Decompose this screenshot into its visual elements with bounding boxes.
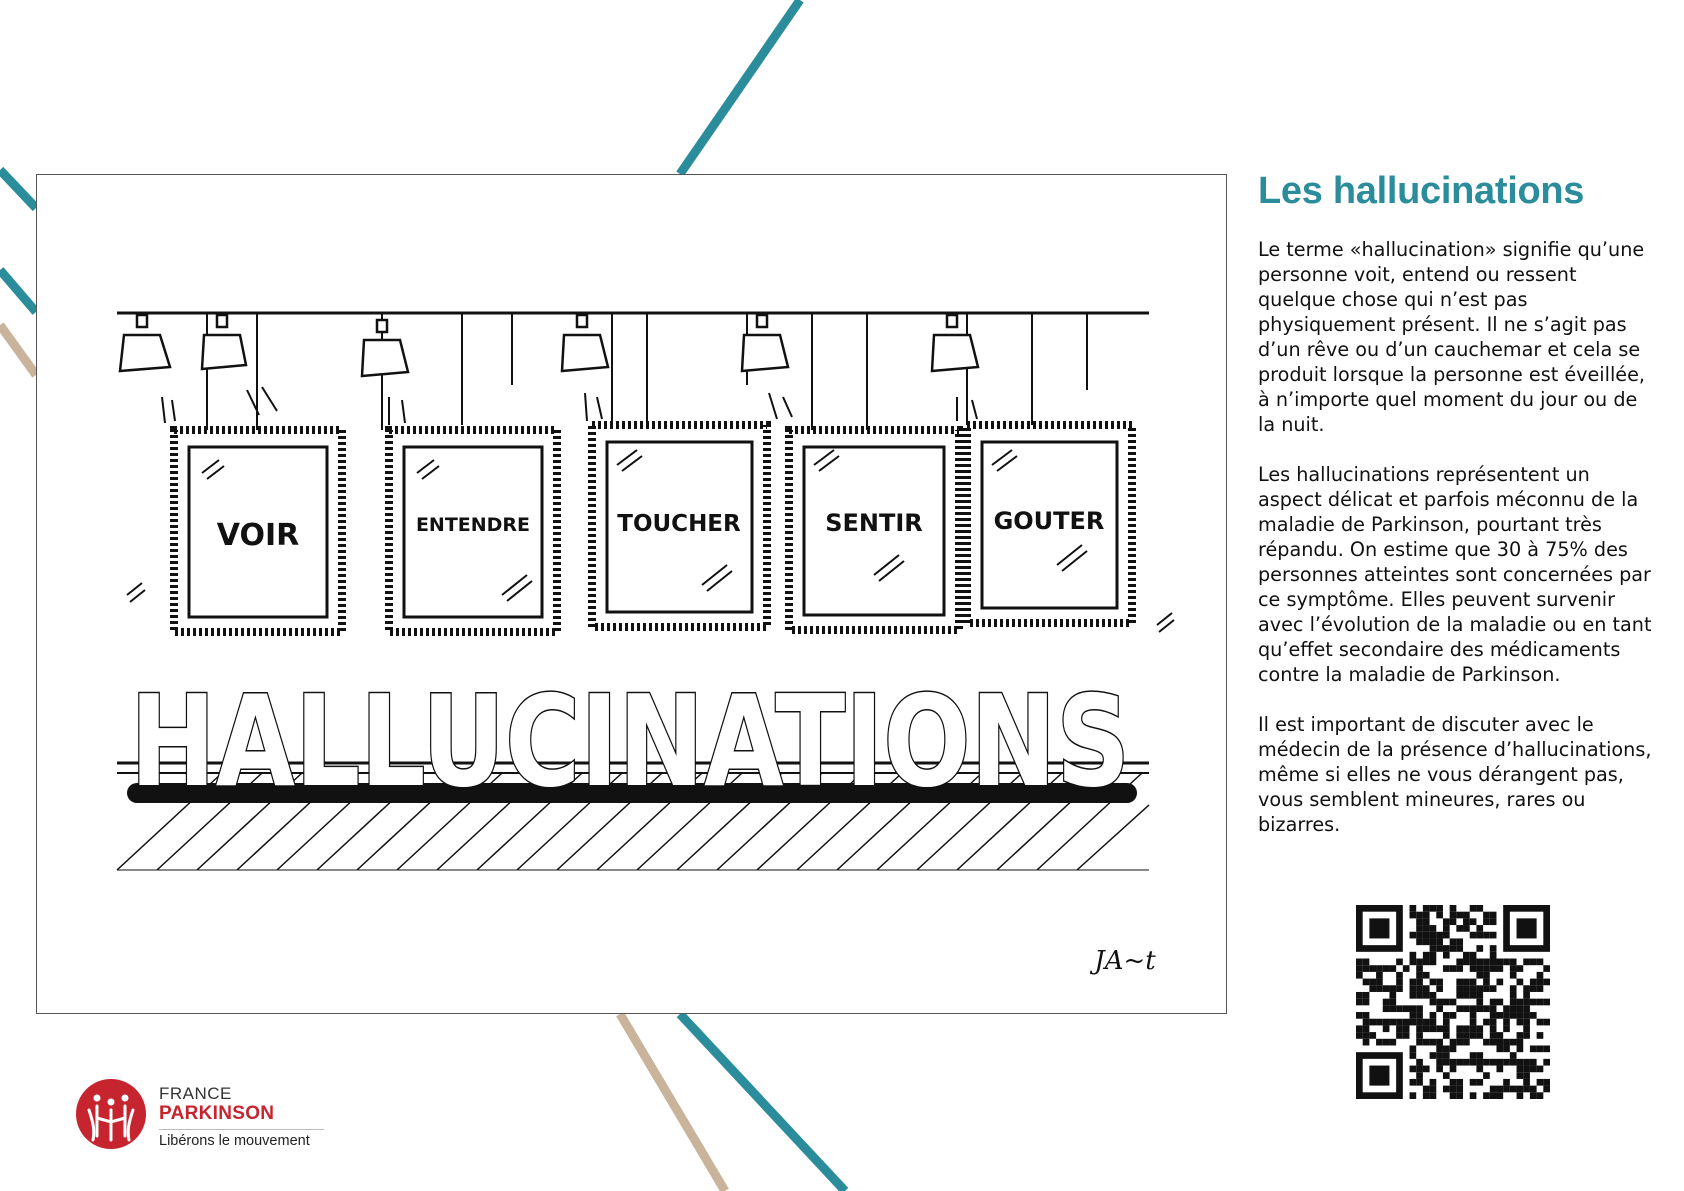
- spotlights: [120, 315, 978, 376]
- hanging-wires: [207, 313, 1087, 435]
- logo-text-france: FRANCE: [159, 1084, 232, 1103]
- spotlight-icon: [202, 315, 246, 369]
- light-rays: [162, 387, 977, 425]
- logo-emblem-icon: [75, 1078, 147, 1150]
- paragraph-definition: Le terme «hallucination» signifie qu’une personne voit, entend ou ressent quelque chose qui n’est pas physiquement présent. Il ne s’agit pas d’un rêve ou d’un cauchemar et cela se produit lorsque la personne est éveillée, à n’importe quel moment du jour ou de la nuit.: [1258, 238, 1645, 436]
- logo-text-parkinson: PARKINSON: [159, 1103, 275, 1124]
- logo-divider: [159, 1129, 324, 1130]
- cartoon-illustration: [36, 174, 1227, 1014]
- page-title: Les hallucinations: [1258, 170, 1585, 212]
- spotlight-icon: [362, 320, 408, 376]
- big-word-hallucinations: HALLUCINATIONS: [130, 668, 1130, 815]
- frame-label-voir: VOIR: [216, 518, 300, 553]
- qr-code-icon[interactable]: [1356, 905, 1550, 1099]
- paragraph-prevalence: Les hallucinations représentent un aspect délicat et parfois méconnu de la maladie de Parkinson, pourtant très répandu. On estime que 30 à 75% des personnes atteintes sont concernées par ce symptôme. Elles peuvent survenir avec l’évolution de la maladie ou en tant qu’effet secondaire des médicaments contre la maladie de Parkinson.: [1258, 463, 1652, 686]
- spotlight-icon: [562, 315, 608, 371]
- teal-stripe-left-mid: [0, 270, 36, 312]
- artist-signature: JA~t: [1094, 946, 1156, 976]
- spotlight-icon: [932, 315, 978, 371]
- spotlight-icon: [120, 315, 170, 371]
- tan-stripe-left: [0, 325, 36, 375]
- paragraph-advice: Il est important de discuter avec le médecin de la présence d’hallucinations, même si elles ne vous dérangent pas, vous semblent mineures, rares ou bizarres.: [1258, 713, 1652, 836]
- frame-label-entendre: ENTENDRE: [415, 514, 531, 536]
- frame-label-sentir: SENTIR: [825, 509, 923, 537]
- spotlight-icon: [742, 315, 788, 371]
- teal-stripe-top: [680, 0, 800, 174]
- frame-label-toucher: TOUCHER: [617, 511, 741, 537]
- frame-label-gouter: GOUTER: [993, 507, 1105, 535]
- france-parkinson-logo: [75, 1076, 335, 1156]
- text-column: [1258, 170, 1658, 862]
- teal-stripe-left-upper: [0, 170, 36, 208]
- logo-tagline: Libérons le mouvement: [159, 1133, 310, 1149]
